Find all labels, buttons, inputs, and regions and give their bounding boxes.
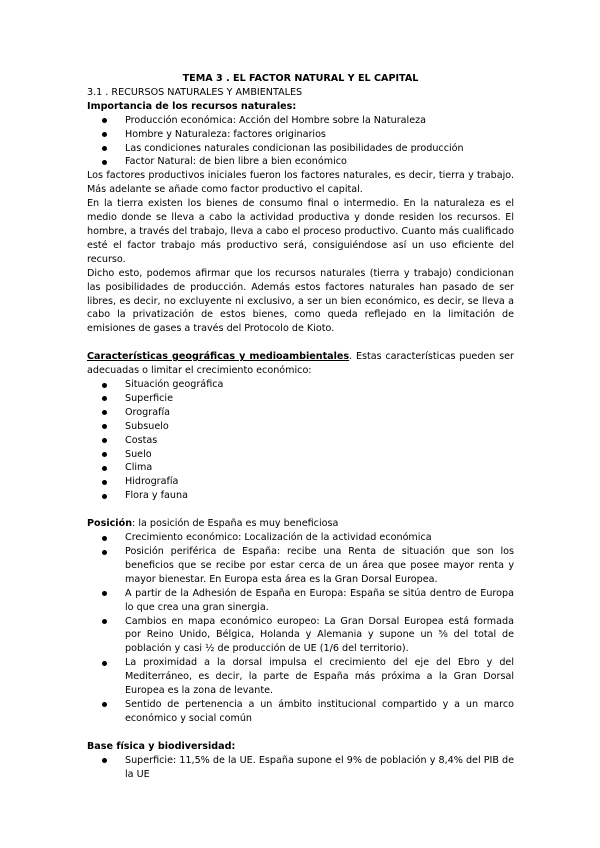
paragraph: Los factores productivos iniciales fueron los factores naturales, es decir, tierra y trabajo. Más adelante se añade como factor productivo el capital. bbox=[87, 170, 514, 196]
base-list bbox=[87, 754, 514, 782]
list-item: Hombre y Naturaleza: factores originarios bbox=[125, 128, 514, 142]
spacer bbox=[87, 503, 514, 517]
section-heading: 3.1 . RECURSOS NATURALES Y AMBIENTALES bbox=[87, 86, 303, 98]
list-item: Clima bbox=[125, 461, 514, 475]
list-item: Crecimiento económico: Localización de la actividad económica bbox=[125, 531, 514, 545]
list-item: Sentido de pertenencia a un ámbito institucional compartido y a un marco económico y social común bbox=[125, 698, 514, 724]
list-item: Costas bbox=[125, 434, 514, 448]
list-item: Flora y fauna bbox=[125, 489, 514, 503]
caracteristicas-heading: Características geográficas y medioambientales bbox=[87, 351, 350, 363]
posicion-paragraph bbox=[87, 517, 514, 531]
page-title: TEMA 3 . EL FACTOR NATURAL Y EL CAPITAL bbox=[182, 73, 419, 84]
importancia-list bbox=[87, 114, 514, 170]
list-item: Cambios en mapa económico europeo: La Gran Dorsal Europea está formada por Reino Unido, Bélgica, Holanda y Alemania y supone un ⅝ del total de población y casi ½ de producción de UE (1/6 del territorio). bbox=[125, 615, 514, 655]
list-item: Suelo bbox=[125, 448, 514, 462]
list-item: Superficie: 11,5% de la UE. España supone el 9% de población y 8,4% del PIB de la UE bbox=[125, 754, 514, 780]
list-item: Las condiciones naturales condicionan las posibilidades de producción bbox=[125, 142, 514, 156]
posicion-list bbox=[87, 531, 514, 726]
list-item: Situación geográfica bbox=[125, 378, 514, 392]
list-item: Hidrografía bbox=[125, 475, 514, 489]
paragraph: En la tierra existen los bienes de consumo final o intermedio. En la naturaleza es el medio donde se lleva a cabo la actividad productiva y donde residen los recursos. El hombre, a través del trabajo, lleva a cabo el proceso productivo. Cuanto más cualificado esté el factor trabajo más productivo será, consiguiéndose así un uso eficiente del recurso. bbox=[87, 198, 514, 265]
list-item: Orografía bbox=[125, 406, 514, 420]
list-item: La proximidad a la dorsal impulsa el crecimiento del eje del Ebro y del Mediterráneo, es decir, la parte de España más próxima a la Gran Dorsal Europea es la zona de levante. bbox=[125, 657, 514, 697]
caracteristicas-text: . Estas características pueden ser adecuadas o limitar el crecimiento económico: bbox=[87, 351, 514, 377]
posicion-heading: Posición bbox=[87, 518, 133, 530]
spacer bbox=[87, 726, 514, 740]
paragraph: Dicho esto, podemos afirmar que los recursos naturales (tierra y trabajo) condicionan las posibilidades de producción. Además estos factores naturales han pasado de ser libres, es decir, no excluyente ni exclusivo, a ser un bien económico, es decir, se lleva a cabo la privatización de estos bienes, como queda reflejado en la limitación de emisiones de gases a través del Protocolo de Kioto. bbox=[87, 267, 514, 335]
base-heading: Base física y biodiversidad: bbox=[87, 740, 236, 752]
list-item: A partir de la Adhesión de España en Europa: España se sitúa dentro de Europa lo que crea una gran sinergia. bbox=[125, 587, 514, 613]
list-item: Superficie bbox=[125, 392, 514, 406]
list-item: Producción económica: Acción del Hombre sobre la Naturaleza bbox=[125, 114, 514, 128]
spacer bbox=[87, 336, 514, 350]
list-item: Subsuelo bbox=[125, 420, 514, 434]
caracteristicas-list bbox=[87, 378, 514, 503]
list-item: Factor Natural: de bien libre a bien económico bbox=[125, 155, 514, 169]
importancia-heading: Importancia de los recursos naturales: bbox=[87, 100, 297, 112]
list-item: Posición periférica de España: recibe una Renta de situación que son los beneficios que se recibe por estar cerca de un área que posee mayor renta y mayor bienestar. En Europa esta área es la Gran Dorsal Europea. bbox=[125, 546, 514, 585]
caracteristicas-paragraph bbox=[87, 350, 514, 378]
posicion-text: : la posición de España es muy beneficiosa bbox=[132, 518, 339, 530]
